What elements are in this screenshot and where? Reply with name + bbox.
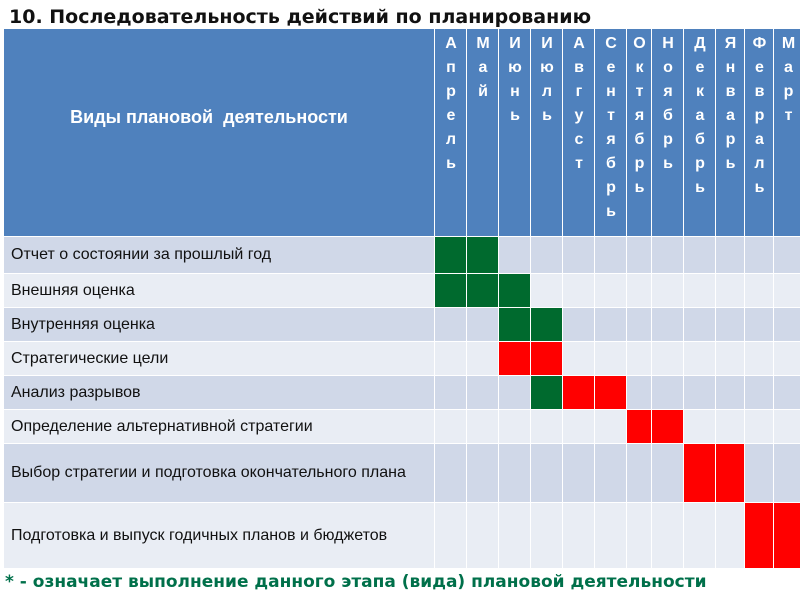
schedule-cell: [652, 503, 683, 568]
schedule-cell: [716, 376, 744, 409]
schedule-cell-green: [467, 274, 498, 307]
schedule-cell: [774, 376, 800, 409]
activity-column-header: Виды плановой деятельности: [4, 29, 434, 236]
month-label: Февраль: [751, 35, 768, 203]
schedule-cell-red: [563, 376, 594, 409]
schedule-cell-red: [499, 342, 530, 375]
schedule-cell: [563, 237, 594, 273]
schedule-cell: [774, 274, 800, 307]
schedule-cell: [627, 444, 651, 502]
schedule-cell: [745, 444, 773, 502]
month-header: [499, 29, 530, 236]
schedule-cell: [595, 274, 626, 307]
schedule-cell: [716, 274, 744, 307]
schedule-cell: [774, 410, 800, 443]
schedule-cell: [467, 342, 498, 375]
schedule-cell: [435, 308, 466, 341]
schedule-cell: [716, 503, 744, 568]
schedule-cell: [435, 503, 466, 568]
month-label: Ноябрь: [659, 35, 677, 179]
planning-schedule-table: [3, 28, 800, 569]
month-label: Август: [570, 35, 588, 179]
schedule-cell: [595, 503, 626, 568]
schedule-cell: [745, 410, 773, 443]
schedule-cell: [627, 376, 651, 409]
schedule-cell: [684, 308, 715, 341]
month-header: [595, 29, 626, 236]
activity-label: Стратегические цели: [4, 342, 434, 375]
schedule-cell-red: [531, 342, 562, 375]
schedule-cell-red: [627, 410, 651, 443]
schedule-cell-green: [531, 376, 562, 409]
schedule-cell: [595, 410, 626, 443]
activity-label: Анализ разрывов: [4, 376, 434, 409]
schedule-cell: [563, 503, 594, 568]
schedule-cell: [499, 410, 530, 443]
schedule-cell: [652, 237, 683, 273]
footnote: * - означает выполнение данного этапа (вида) плановой деятельности: [5, 572, 707, 592]
schedule-cell: [531, 410, 562, 443]
schedule-cell: [745, 237, 773, 273]
activity-label: Выбор стратегии и подготовка окончательного плана: [4, 444, 434, 502]
schedule-cell: [499, 237, 530, 273]
schedule-cell: [435, 376, 466, 409]
schedule-cell: [531, 237, 562, 273]
schedule-cell: [774, 342, 800, 375]
schedule-cell-red: [774, 503, 800, 568]
schedule-cell: [745, 274, 773, 307]
schedule-cell-red: [652, 410, 683, 443]
schedule-cell: [652, 342, 683, 375]
month-header: [745, 29, 773, 236]
schedule-cell: [745, 308, 773, 341]
schedule-cell: [774, 308, 800, 341]
schedule-cell: [745, 376, 773, 409]
schedule-cell-green: [499, 274, 530, 307]
month-label: Апрель: [442, 35, 460, 179]
activity-label: Отчет о состоянии за прошлый год: [4, 237, 434, 273]
schedule-cell-green: [499, 308, 530, 341]
schedule-cell-green: [435, 274, 466, 307]
month-header: [774, 29, 800, 236]
month-label: Январь: [722, 35, 739, 179]
schedule-cell: [467, 503, 498, 568]
schedule-cell: [595, 237, 626, 273]
month-label: Май: [474, 35, 492, 107]
schedule-cell: [627, 237, 651, 273]
schedule-cell: [595, 444, 626, 502]
schedule-cell: [652, 376, 683, 409]
schedule-cell-red: [595, 376, 626, 409]
schedule-cell: [467, 410, 498, 443]
month-header: [563, 29, 594, 236]
month-label: Июль: [538, 35, 556, 131]
schedule-cell: [467, 308, 498, 341]
schedule-cell: [499, 376, 530, 409]
activity-label: Внешняя оценка: [4, 274, 434, 307]
month-label: Декабрь: [691, 35, 709, 203]
schedule-cell: [716, 342, 744, 375]
schedule-cell: [652, 308, 683, 341]
schedule-cell: [716, 308, 744, 341]
schedule-cell: [467, 376, 498, 409]
schedule-cell: [595, 342, 626, 375]
month-header: [652, 29, 683, 236]
schedule-cell: [627, 274, 651, 307]
schedule-cell: [467, 444, 498, 502]
schedule-cell: [563, 274, 594, 307]
activity-label: Определение альтернативной стратегии: [4, 410, 434, 443]
activity-label: Внутренняя оценка: [4, 308, 434, 341]
month-header: [684, 29, 715, 236]
schedule-cell: [531, 503, 562, 568]
schedule-cell: [716, 237, 744, 273]
schedule-cell: [684, 274, 715, 307]
schedule-cell-red: [745, 503, 773, 568]
month-label: Июнь: [506, 35, 524, 131]
schedule-cell: [745, 342, 773, 375]
page-title: 10. Последовательность действий по планированию: [9, 6, 592, 28]
schedule-cell: [652, 274, 683, 307]
month-header: [531, 29, 562, 236]
schedule-cell-green: [435, 237, 466, 273]
schedule-cell: [563, 308, 594, 341]
schedule-cell: [627, 342, 651, 375]
month-header: [627, 29, 651, 236]
schedule-cell: [774, 237, 800, 273]
month-label: Март: [780, 35, 797, 131]
schedule-cell: [627, 308, 651, 341]
schedule-cell: [684, 410, 715, 443]
schedule-cell-green: [531, 308, 562, 341]
schedule-cell-green: [467, 237, 498, 273]
month-label: Сентябрь: [602, 35, 620, 227]
schedule-cell: [563, 410, 594, 443]
schedule-cell: [563, 342, 594, 375]
schedule-cell-red: [684, 444, 715, 502]
month-header: [435, 29, 466, 236]
schedule-cell: [499, 444, 530, 502]
month-header: [716, 29, 744, 236]
month-label: Октябрь: [631, 35, 648, 203]
month-header: [467, 29, 498, 236]
schedule-cell: [435, 342, 466, 375]
activity-label: Подготовка и выпуск годичных планов и бюджетов: [4, 503, 434, 568]
schedule-cell: [684, 503, 715, 568]
schedule-cell: [595, 308, 626, 341]
schedule-cell: [627, 503, 651, 568]
schedule-cell: [499, 503, 530, 568]
schedule-cell: [435, 410, 466, 443]
schedule-cell: [435, 444, 466, 502]
schedule-cell: [531, 274, 562, 307]
schedule-cell-red: [716, 444, 744, 502]
schedule-cell: [774, 444, 800, 502]
schedule-cell: [684, 376, 715, 409]
schedule-cell: [652, 444, 683, 502]
schedule-cell: [684, 237, 715, 273]
schedule-cell: [563, 444, 594, 502]
schedule-cell: [684, 342, 715, 375]
schedule-cell: [716, 410, 744, 443]
schedule-cell: [531, 444, 562, 502]
